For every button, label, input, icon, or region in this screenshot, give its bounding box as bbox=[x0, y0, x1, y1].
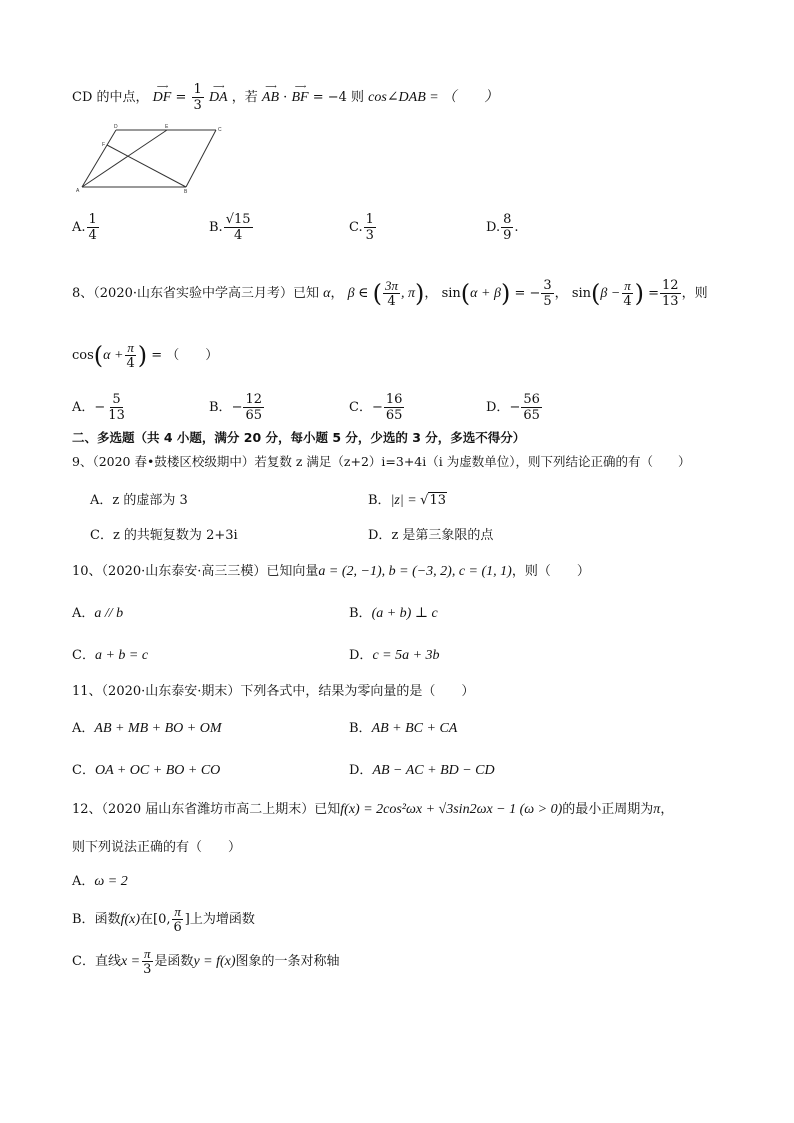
q11-option-a[interactable]: A．AB + MB + BO + OM bbox=[72, 721, 222, 736]
q8-stem: 8、（2020·山东省实验中学高三月考）已知 α， β ∈ ( $\frac{3\pi}{4}$ , π)， sin(α + β) = − $\frac{3}{5}$ ， sin(β − $\frac{\pi}{4}$ ) = $\frac{12}{13}$ ，则 bbox=[72, 278, 708, 309]
q12-option-c[interactable]: C．直线x = $\frac{\pi}{3}$ 是函数y = f(x)图象的一条对称轴 bbox=[72, 946, 340, 977]
q7-stem: CD 的中点， ⟶ DF = $\frac{1}{3}$ ⟶ DA ，若 ⟶ AB · ⟶ BF = −4 则 cos∠DAB = （ ） bbox=[72, 82, 499, 113]
q8-option-d[interactable]: D．− $\frac{56}{65}$ bbox=[486, 392, 540, 423]
q12-line2: 则下列说法正确的有（ ） bbox=[72, 840, 242, 855]
vector-bf: ⟶ BF bbox=[291, 82, 309, 105]
q8-line2: cos(α + $\frac{\pi}{4}$ ) = （ ） bbox=[72, 340, 219, 371]
label-e: E bbox=[165, 124, 169, 130]
q12-option-a[interactable]: A．ω = 2 bbox=[72, 874, 128, 889]
label-c: C bbox=[218, 127, 222, 133]
label-a: A bbox=[76, 188, 80, 194]
q7-option-d[interactable]: D. $\frac{8}{9}$ . bbox=[486, 212, 519, 243]
q9-option-d[interactable]: D．z 是第三象限的点 bbox=[368, 528, 494, 543]
label-d: D bbox=[114, 124, 118, 130]
section-2-title: 二、多选题（共 4 小题，满分 20 分，每小题 5 分，少选的 3 分，多选不得分） bbox=[72, 430, 526, 445]
vector-da: ⟶ DA bbox=[208, 82, 228, 105]
q8-option-b[interactable]: B．− $\frac{12}{65}$ bbox=[209, 392, 263, 423]
q7-option-b[interactable]: B. $\frac{√15}{4}$ bbox=[209, 212, 251, 243]
q10-option-d[interactable]: D．c = 5a + 3b bbox=[349, 648, 440, 663]
q7-prefix: CD 的中点， bbox=[72, 90, 149, 105]
q12-stem: 12、（2020 届山东省潍坊市高二上期末）已知f(x) = 2cos²ωx + √3sin2ωx − 1 (ω > 0)的最小正周期为π， bbox=[72, 802, 674, 817]
q10-option-a[interactable]: A．a // b bbox=[72, 606, 124, 621]
q10-stem: 10、（2020·山东泰安·高三三模）已知向量a = (2, −1), b = (−3, 2), c = (1, 1)，则（ ） bbox=[72, 564, 590, 579]
q10-option-c[interactable]: C．a + b = c bbox=[72, 648, 149, 663]
q11-option-b[interactable]: B．AB + BC + CA bbox=[349, 721, 458, 736]
q7-option-a[interactable]: A. $\frac{1}{4}$ bbox=[72, 212, 97, 243]
q10-option-b[interactable]: B．(a + b) ⊥ c bbox=[349, 606, 438, 621]
vector-ab: ⟶ AB bbox=[261, 82, 280, 105]
q9-option-a[interactable]: A．z 的虚部为 3 bbox=[90, 493, 188, 508]
q8-option-c[interactable]: C．− $\frac{16}{65}$ bbox=[349, 392, 403, 423]
q9-option-b[interactable]: B．|z| = √13 bbox=[368, 493, 446, 508]
q9-option-c[interactable]: C．z 的共轭复数为 2+3i bbox=[90, 528, 238, 543]
q11-option-d[interactable]: D．AB − AC + BD − CD bbox=[349, 763, 495, 778]
label-b: B bbox=[184, 189, 188, 195]
q8-option-a[interactable]: A．− $\frac{5}{13}$ bbox=[72, 392, 125, 423]
fraction-one-third: $\frac{1}{3}$ bbox=[193, 82, 202, 113]
q11-stem: 11、（2020·山东泰安·期末）下列各式中，结果为零向量的是（ ） bbox=[72, 684, 475, 699]
q12-option-b[interactable]: B．函数f(x)在[0, $\frac{\pi}{6}$ ]上为增函数 bbox=[72, 904, 255, 935]
q9-stem: 9、（2020 春•鼓楼区校级期中）若复数 z 满足（z+2）i=3+4i（i 为虚数单位），则下列结论正确的有（ ） bbox=[72, 454, 691, 469]
parallelogram-figure bbox=[74, 120, 234, 200]
label-f: F bbox=[102, 142, 106, 148]
vector-df: ⟶ DF bbox=[152, 82, 172, 105]
q11-option-c[interactable]: C．OA + OC + BO + CO bbox=[72, 763, 221, 778]
q7-option-c[interactable]: C. $\frac{1}{3}$ bbox=[349, 212, 374, 243]
